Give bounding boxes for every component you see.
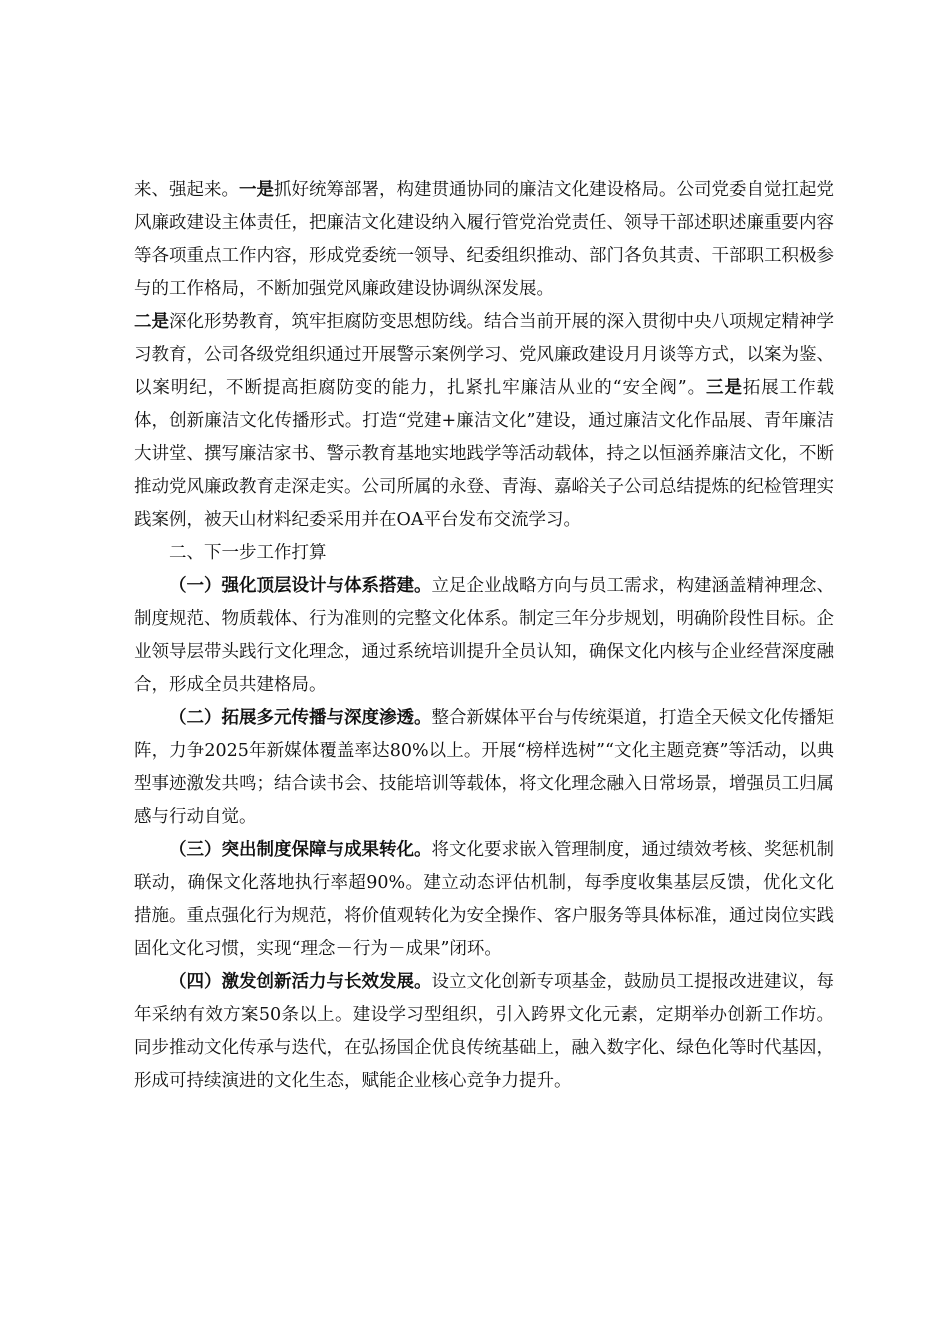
item-3-title: （三）突出制度保障与成果转化。 [169, 840, 432, 860]
item-2-title: （二）拓展多元传播与深度渗透。 [169, 708, 432, 728]
intro-bold-1: 一是 [239, 180, 274, 200]
document-body [134, 174, 834, 1098]
item-4-body: 设立文化创新专项基金，鼓励员工提报改进建议，每年采纳有效方案50条以上。建设学习型组织，引入跨界文化元素，定期举办创新工作坊。同步推动文化传承与迭代，在弘扬国企优良传统基础上，融入数字化、绿色化等时代基因，形成可持续演进的文化生态，赋能企业核心竞争力提升。 [134, 972, 834, 1091]
intro-text-3: 深化形势教育，筑牢拒腐防变思想防线。结合当前开展的深入贯彻中央八项规定精神学习教育，公司各级党组织通过开展警示案例学习、党风廉政建设月月谈等方式，以案为鉴、以案明纪，不断提高拒腐防变的能力，扎紧扎牢廉洁从业的“安全阀”。 [134, 312, 834, 398]
item-3-body: 将文化要求嵌入管理制度，通过绩效考核、奖惩机制联动，确保文化落地执行率超90%。建立动态评估机制，每季度收集基层反馈，优化文化措施。重点强化行为规范，将价值观转化为安全操作、客户服务等具体标准，通过岗位实践固化文化习惯，实现“理念－行为－成果”闭环。 [134, 840, 834, 959]
intro-bold-3: 三是 [706, 378, 743, 398]
item-4-title: （四）激发创新活力与长效发展。 [169, 972, 432, 992]
item-1 [134, 570, 834, 702]
item-4 [134, 966, 834, 1098]
section-heading: 二、下一步工作打算 [169, 543, 327, 563]
intro-bold-2: 二是 [134, 312, 169, 332]
paragraph-intro [134, 174, 834, 537]
intro-text-2: 抓好统筹部署，构建贯通协同的廉洁文化建设格局。公司党委自觉扛起党风廉政建设主体责任，把廉洁文化建设纳入履行管党治党责任、领导干部述职述廉重要内容等各项重点工作内容，形成党委统一领导、纪委组织推动、部门各负其责、干部职工积极参与的工作格局，不断加强党风廉政建设协调纵深发展。 [134, 180, 834, 299]
item-2 [134, 702, 834, 834]
item-3 [134, 834, 834, 966]
item-2-body: 整合新媒体平台与传统渠道，打造全天候文化传播矩阵，力争2025年新媒体覆盖率达80%以上。开展“榜样选树”“文化主题竞赛”等活动，以典型事迹激发共鸣；结合读书会、技能培训等载体，将文化理念融入日常场景，增强员工归属感与行动自觉。 [134, 708, 834, 827]
intro-text-4: 拓展工作载体，创新廉洁文化传播形式。打造“党建+廉洁文化”建设，通过廉洁文化作品展、青年廉洁大讲堂、撰写廉洁家书、警示教育基地实地践学等活动载体，持之以恒涵养廉洁文化，不断推动党风廉政教育走深走实。公司所属的永登、青海、嘉峪关子公司总结提炼的纪检管理实践案例，被天山材料纪委采用并在OA平台发布交流学习。 [134, 378, 835, 530]
item-1-title: （一）强化顶层设计与体系搭建。 [169, 576, 432, 596]
intro-text-1: 来、强起来。 [134, 180, 239, 200]
item-1-body: 立足企业战略方向与员工需求，构建涵盖精神理念、制度规范、物质载体、行为准则的完整文化体系。制定三年分步规划，明确阶段性目标。企业领导层带头践行文化理念，通过系统培训提升全员认知，确保文化内核与企业经营深度融合，形成全员共建格局。 [134, 576, 834, 695]
